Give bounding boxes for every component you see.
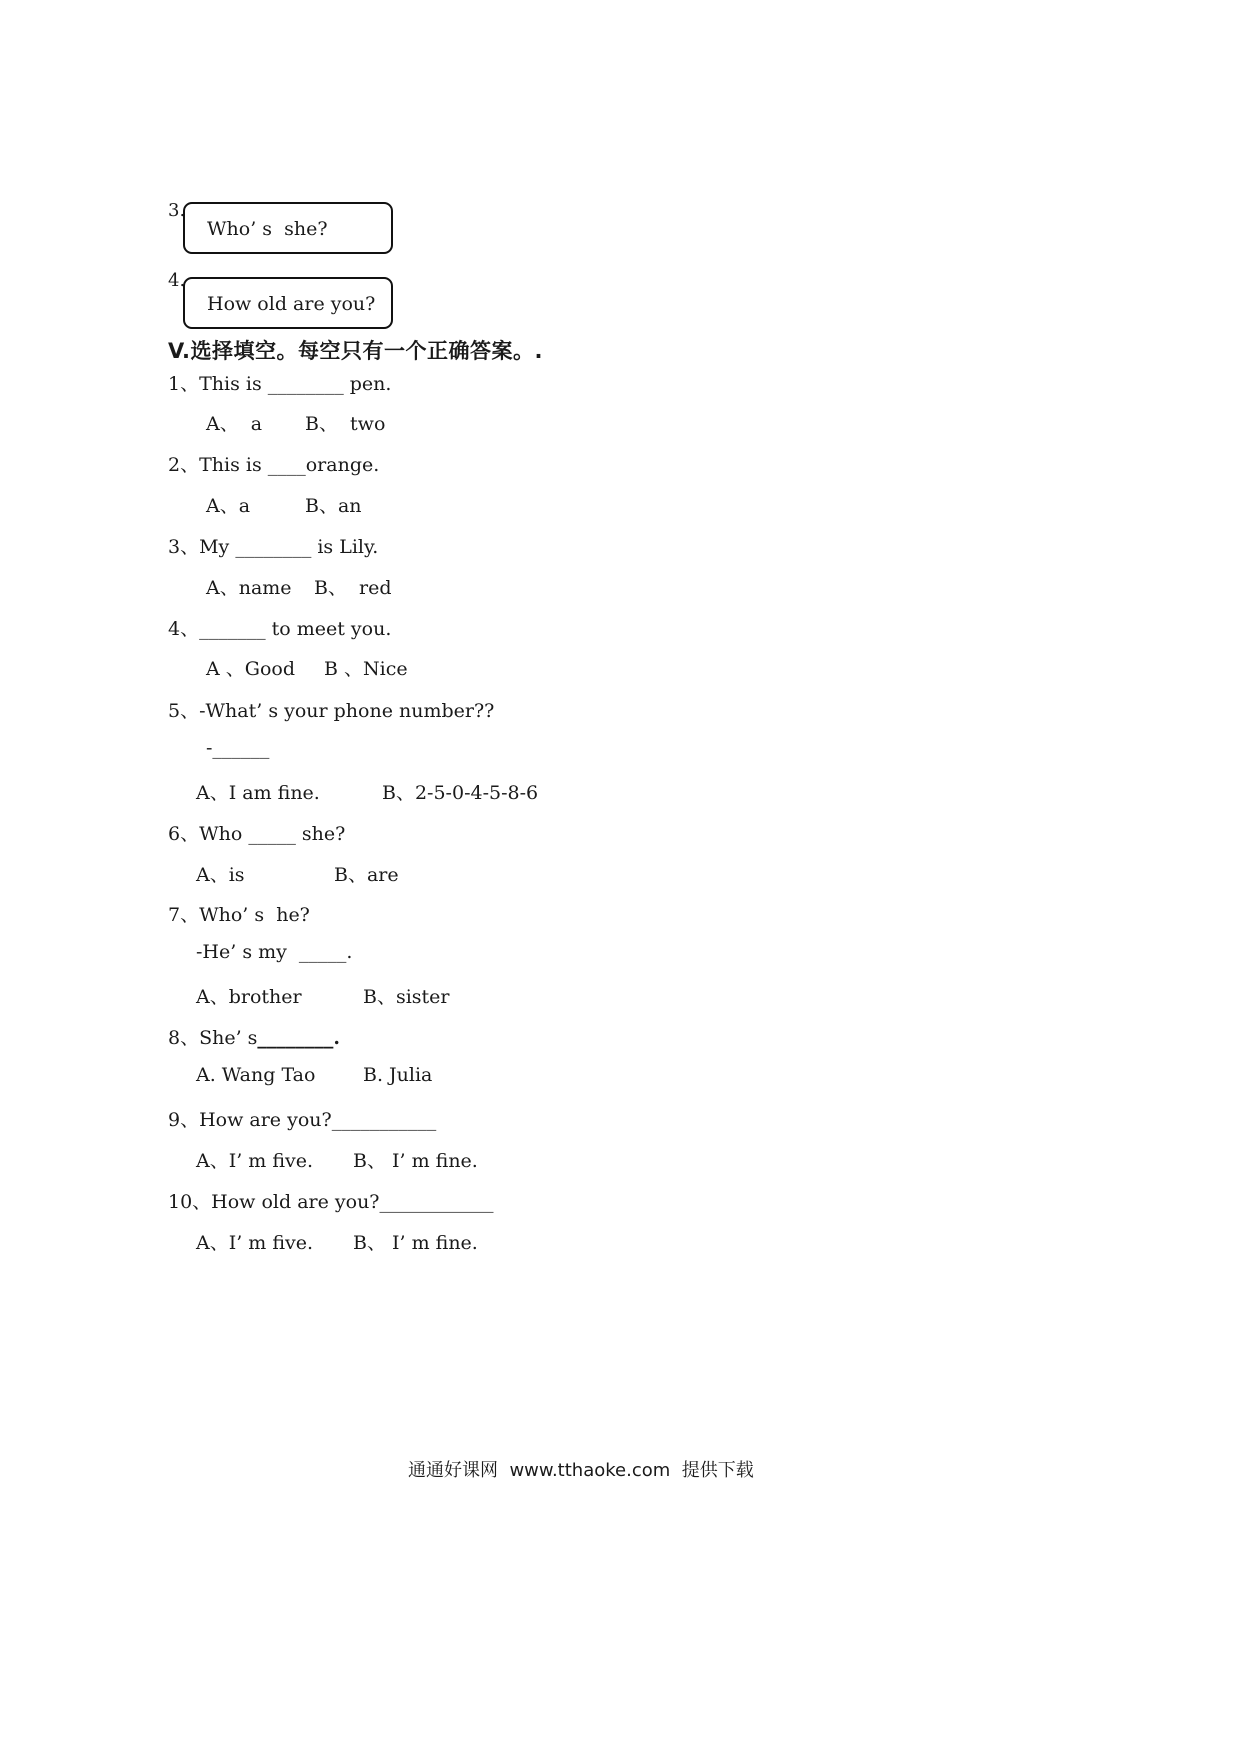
question-6-option-a: A、is — [196, 864, 245, 886]
section-heading: V.选择填空。每空只有一个正确答案。. — [168, 339, 543, 363]
question-6-stem: 6、Who _____ she? — [168, 823, 346, 845]
speech-box-3 — [183, 202, 393, 254]
question-7-stem: 7、Who’ s he? — [168, 904, 310, 926]
question-1-option-b: B、 two — [305, 413, 386, 435]
question-8-stem — [168, 1023, 340, 1050]
question-1-stem: 1、This is ________ pen. — [168, 373, 392, 395]
question-8-stem-text: 8、She’ s — [168, 1027, 258, 1049]
question-5-reply: -______ — [206, 737, 270, 759]
question-4-option-b: B 、Nice — [324, 658, 408, 680]
question-8-blank: ________. — [257, 1027, 341, 1049]
question-1-option-a: A、 a — [206, 413, 263, 435]
box-3-number: 3. — [168, 200, 186, 221]
question-2-stem: 2、This is ____orange. — [168, 454, 380, 476]
question-7-option-a: A、brother — [196, 986, 302, 1008]
question-4-option-a: A 、Good — [206, 658, 295, 680]
question-8-option-b: B. Julia — [363, 1064, 433, 1086]
question-2-option-b: B、an — [305, 495, 362, 517]
question-3-option-a: A、name — [206, 577, 292, 599]
question-4-stem: 4、_______ to meet you. — [168, 618, 392, 640]
question-9-option-b: B、 I’ m fine. — [353, 1150, 478, 1172]
speech-box-4 — [183, 277, 393, 329]
box-4-number: 4. — [168, 270, 186, 291]
question-7-option-b: B、sister — [363, 986, 450, 1008]
question-5-option-b: B、2-5-0-4-5-8-6 — [382, 782, 539, 804]
question-10-option-b: B、 I’ m fine. — [353, 1232, 478, 1254]
question-5-option-a: A、I am fine. — [196, 782, 320, 804]
box-3-text: Who’ s she? — [207, 218, 328, 240]
question-7-reply: -He’ s my _____. — [196, 941, 353, 963]
footer-credit: 通通好课网 www.tthaoke.com 提供下载 — [408, 1460, 754, 1481]
question-9-option-a: A、I’ m five. — [196, 1150, 314, 1172]
question-10-option-a: A、I’ m five. — [196, 1232, 314, 1254]
question-10-stem: 10、How old are you?____________ — [168, 1191, 494, 1213]
question-8-option-a: A. Wang Tao — [196, 1064, 316, 1086]
box-4-text: How old are you? — [207, 293, 376, 315]
question-9-stem: 9、How are you?___________ — [168, 1109, 437, 1131]
question-2-option-a: A、a — [206, 495, 251, 517]
question-3-option-b: B、 red — [314, 577, 392, 599]
question-3-stem: 3、My ________ is Lily. — [168, 536, 379, 558]
question-5-stem: 5、-What’ s your phone number?? — [168, 700, 495, 722]
question-6-option-b: B、are — [334, 864, 399, 886]
